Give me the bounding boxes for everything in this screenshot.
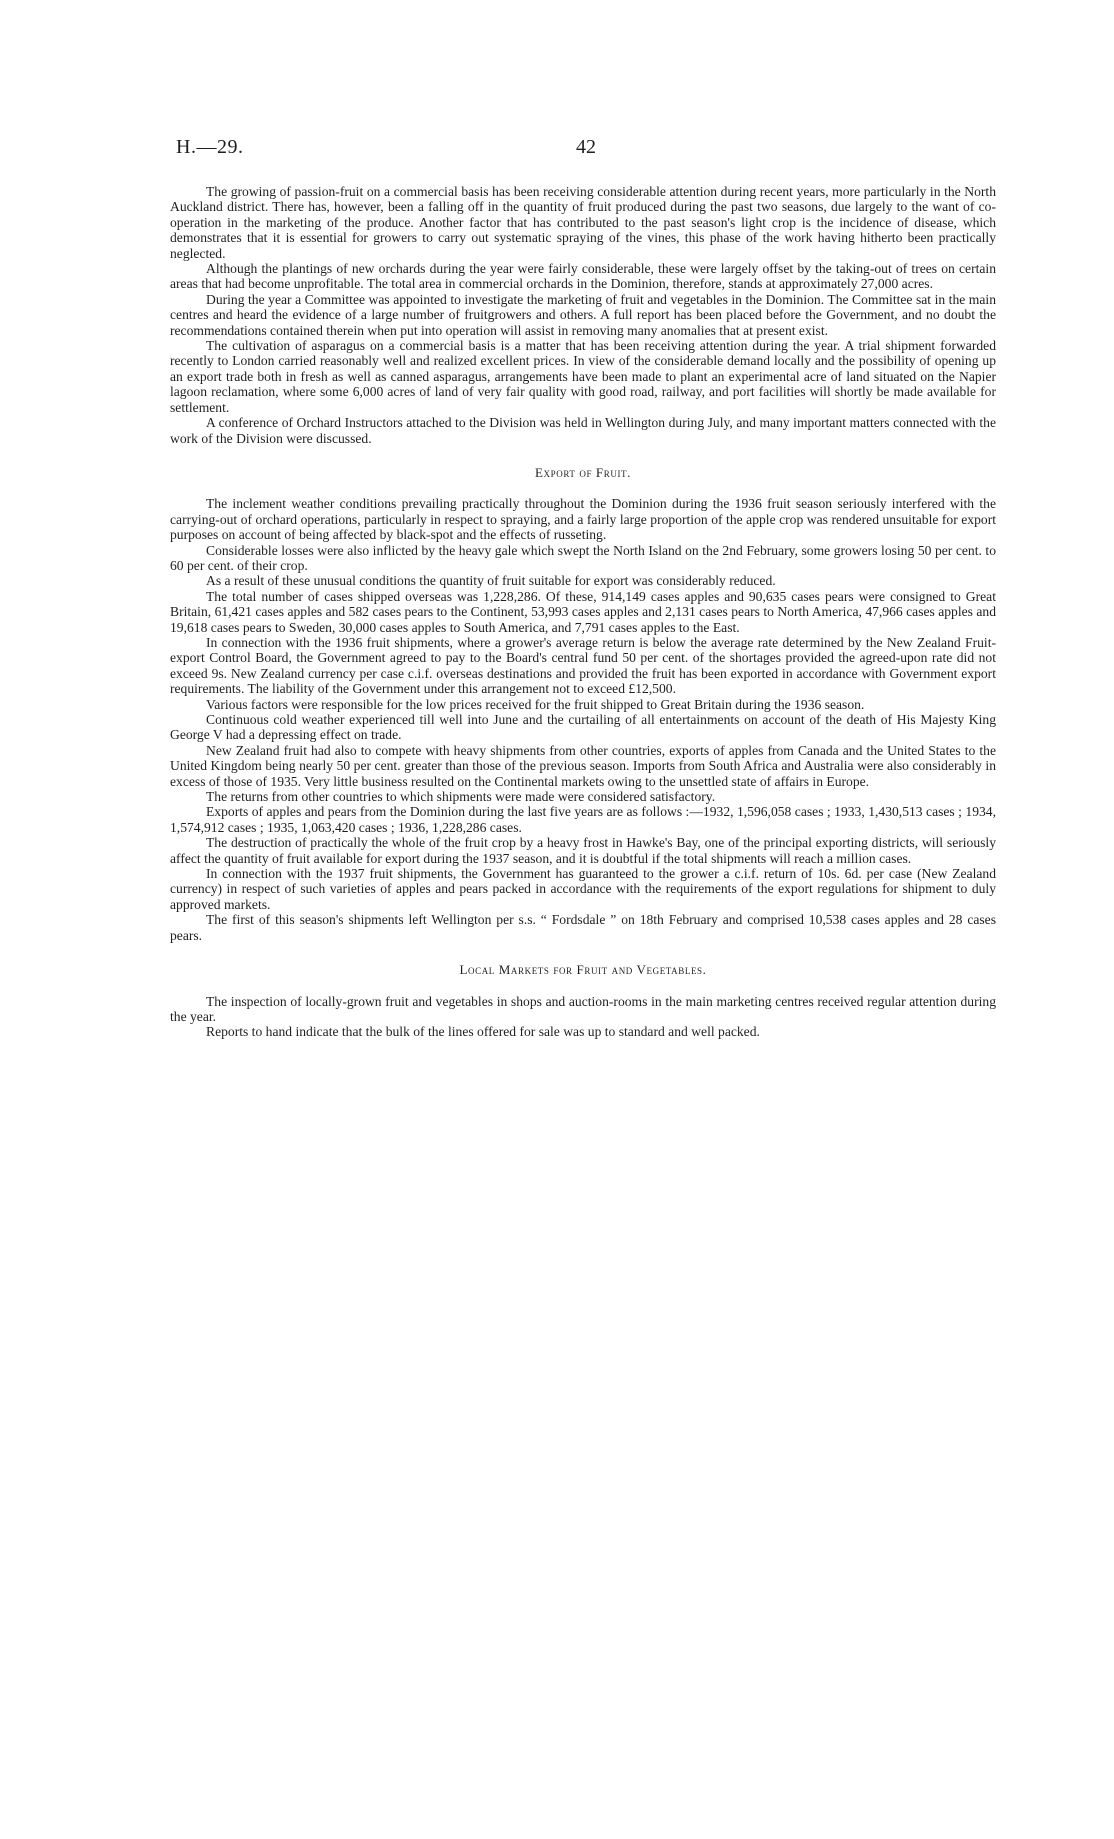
paragraph: In connection with the 1937 fruit shipments, the Government has guaranteed to the grower a c.i.f. return of 10s. 6d. per case (New Zealand currency) in respect of such varieties of apples and pears packed in accordance with the requirements of the export regulations for shipment to duly approved markets. [170,866,996,912]
paragraph: Various factors were responsible for the low prices received for the fruit shipped to Great Britain during the 1936 season. [206,696,865,712]
paragraph: Exports of apples and pears from the Dominion during the last five years are as follows :—1932, 1,596,058 cases ; 1933, 1,430,513 cases ; 1934, 1,574,912 cases ; 1935, 1,063,420 cases ; 1936, 1,228,286 cases. [170,804,996,835]
paragraph: The destruction of practically the whole of the fruit crop by a heavy frost in Hawke's Bay, one of the principal exporting districts, will seriously affect the quantity of fruit available for export during the 1937 season, and it is doubtful if the total shipments will reach a million cases. [170,835,996,866]
section-heading-local-markets: Local Markets for Fruit and Vegetables. [459,962,707,978]
paragraph: Reports to hand indicate that the bulk of the lines offered for sale was up to standard and well packed. [206,1024,760,1040]
document-reference: H.—29. [176,136,244,158]
paragraph: As a result of these unusual conditions the quantity of fruit suitable for export was considerably reduced. [206,573,776,589]
paragraph: The growing of passion-fruit on a commercial basis has been receiving considerable attention during recent years, more particularly in the North Auckland district. There has, however, been a falling off in the quantity of fruit produced during the past two seasons, due largely to the want of co-operation in the marketing of the produce. Another factor that has contributed to the past season's light crop is the incidence of disease, which demonstrates that it is essential for growers to carry out systematic spraying of the vines, this phase of the work having hitherto been practically neglected. [170,184,996,261]
page-header [176,136,996,166]
paragraph: A conference of Orchard Instructors attached to the Division was held in Wellington during July, and many important matters connected with the work of the Division were discussed. [170,415,996,446]
section-heading-export-of-fruit: Export of Fruit. [535,464,631,480]
paragraph: In connection with the 1936 fruit shipments, where a grower's average return is below the average rate determined by the New Zealand Fruit-export Control Board, the Government agreed to pay to the Board's central fund 50 per cent. of the shortages provided the agreed-upon rate did not exceed 9s. New Zealand currency per case c.i.f. overseas destinations and provided the fruit has been exported in accordance with Government export requirements. The liability of the Government under this arrangement not to exceed £12,500. [170,634,996,697]
paragraph: The total number of cases shipped overseas was 1,228,286. Of these, 914,149 cases apples and 90,635 cases pears were consigned to Great Britain, 61,421 cases apples and 582 cases pears to the Continent, 53,993 cases apples and 2,131 cases pears to North America, 47,966 cases apples and 19,618 cases pears to Sweden, 30,000 cases apples to South America, and 7,791 cases apples to the East. [170,588,996,635]
page-number: 42 [576,136,596,158]
paragraph: The inspection of locally-grown fruit and vegetables in shops and auction-rooms in the main marketing centres received regular attention during the year. [170,993,996,1024]
paragraph: The first of this season's shipments left Wellington per s.s. “ Fordsdale ” on 18th February and comprised 10,538 cases apples and 28 cases pears. [170,912,996,943]
paragraph: Although the plantings of new orchards during the year were fairly considerable, these were largely offset by the taking-out of trees on certain areas that had become unprofitable. The total area in commercial orchards in the Dominion, therefore, stands at approximately 27,000 acres. [170,261,996,292]
paragraph: Continuous cold weather experienced till well into June and the curtailing of all entertainments on account of the death of His Majesty King George V had a depressing effect on trade. [170,712,996,743]
paragraph: The returns from other countries to which shipments were made were considered satisfactory. [206,789,716,805]
paragraph: New Zealand fruit had also to compete with heavy shipments from other countries, exports of apples from Canada and the United States to the United Kingdom being nearly 50 per cent. greater than those of the previous season. Imports from South Africa and Australia were also considerably in excess of those of 1935. Very little business resulted on the Continental markets owing to the unsettled state of affairs in Europe. [170,742,996,789]
paragraph: Considerable losses were also inflicted by the heavy gale which swept the North Island on the 2nd February, some growers losing 50 per cent. to 60 per cent. of their crop. [170,542,996,573]
paragraph: The cultivation of asparagus on a commercial basis is a matter that has been receiving attention during the year. A trial shipment forwarded recently to London carried reasonably well and realized excellent prices. In view of the considerable demand locally and the possibility of opening up an export trade both in fresh as well as canned asparagus, arrangements have been made to plant an experimental acre of land situated on the Napier lagoon reclamation, where some 6,000 acres of land of very fair quality with good road, railway, and port facilities will shortly be made available for settlement. [170,338,996,415]
paragraph: The inclement weather conditions prevailing practically throughout the Dominion during the 1936 fruit season seriously interfered with the carrying-out of orchard operations, particularly in respect to spraying, and a fairly large proportion of the apple crop was rendered unsuitable for export purposes on account of being affected by black-spot and the effects of russeting. [170,496,996,543]
paragraph: During the year a Committee was appointed to investigate the marketing of fruit and vegetables in the Dominion. The Committee sat in the main centres and heard the evidence of a large number of fruitgrowers and others. A full report has been placed before the Government, and no doubt the recommendations contained therein when put into operation will assist in removing many anomalies that at present exist. [170,291,996,338]
document-body [170,184,996,1040]
